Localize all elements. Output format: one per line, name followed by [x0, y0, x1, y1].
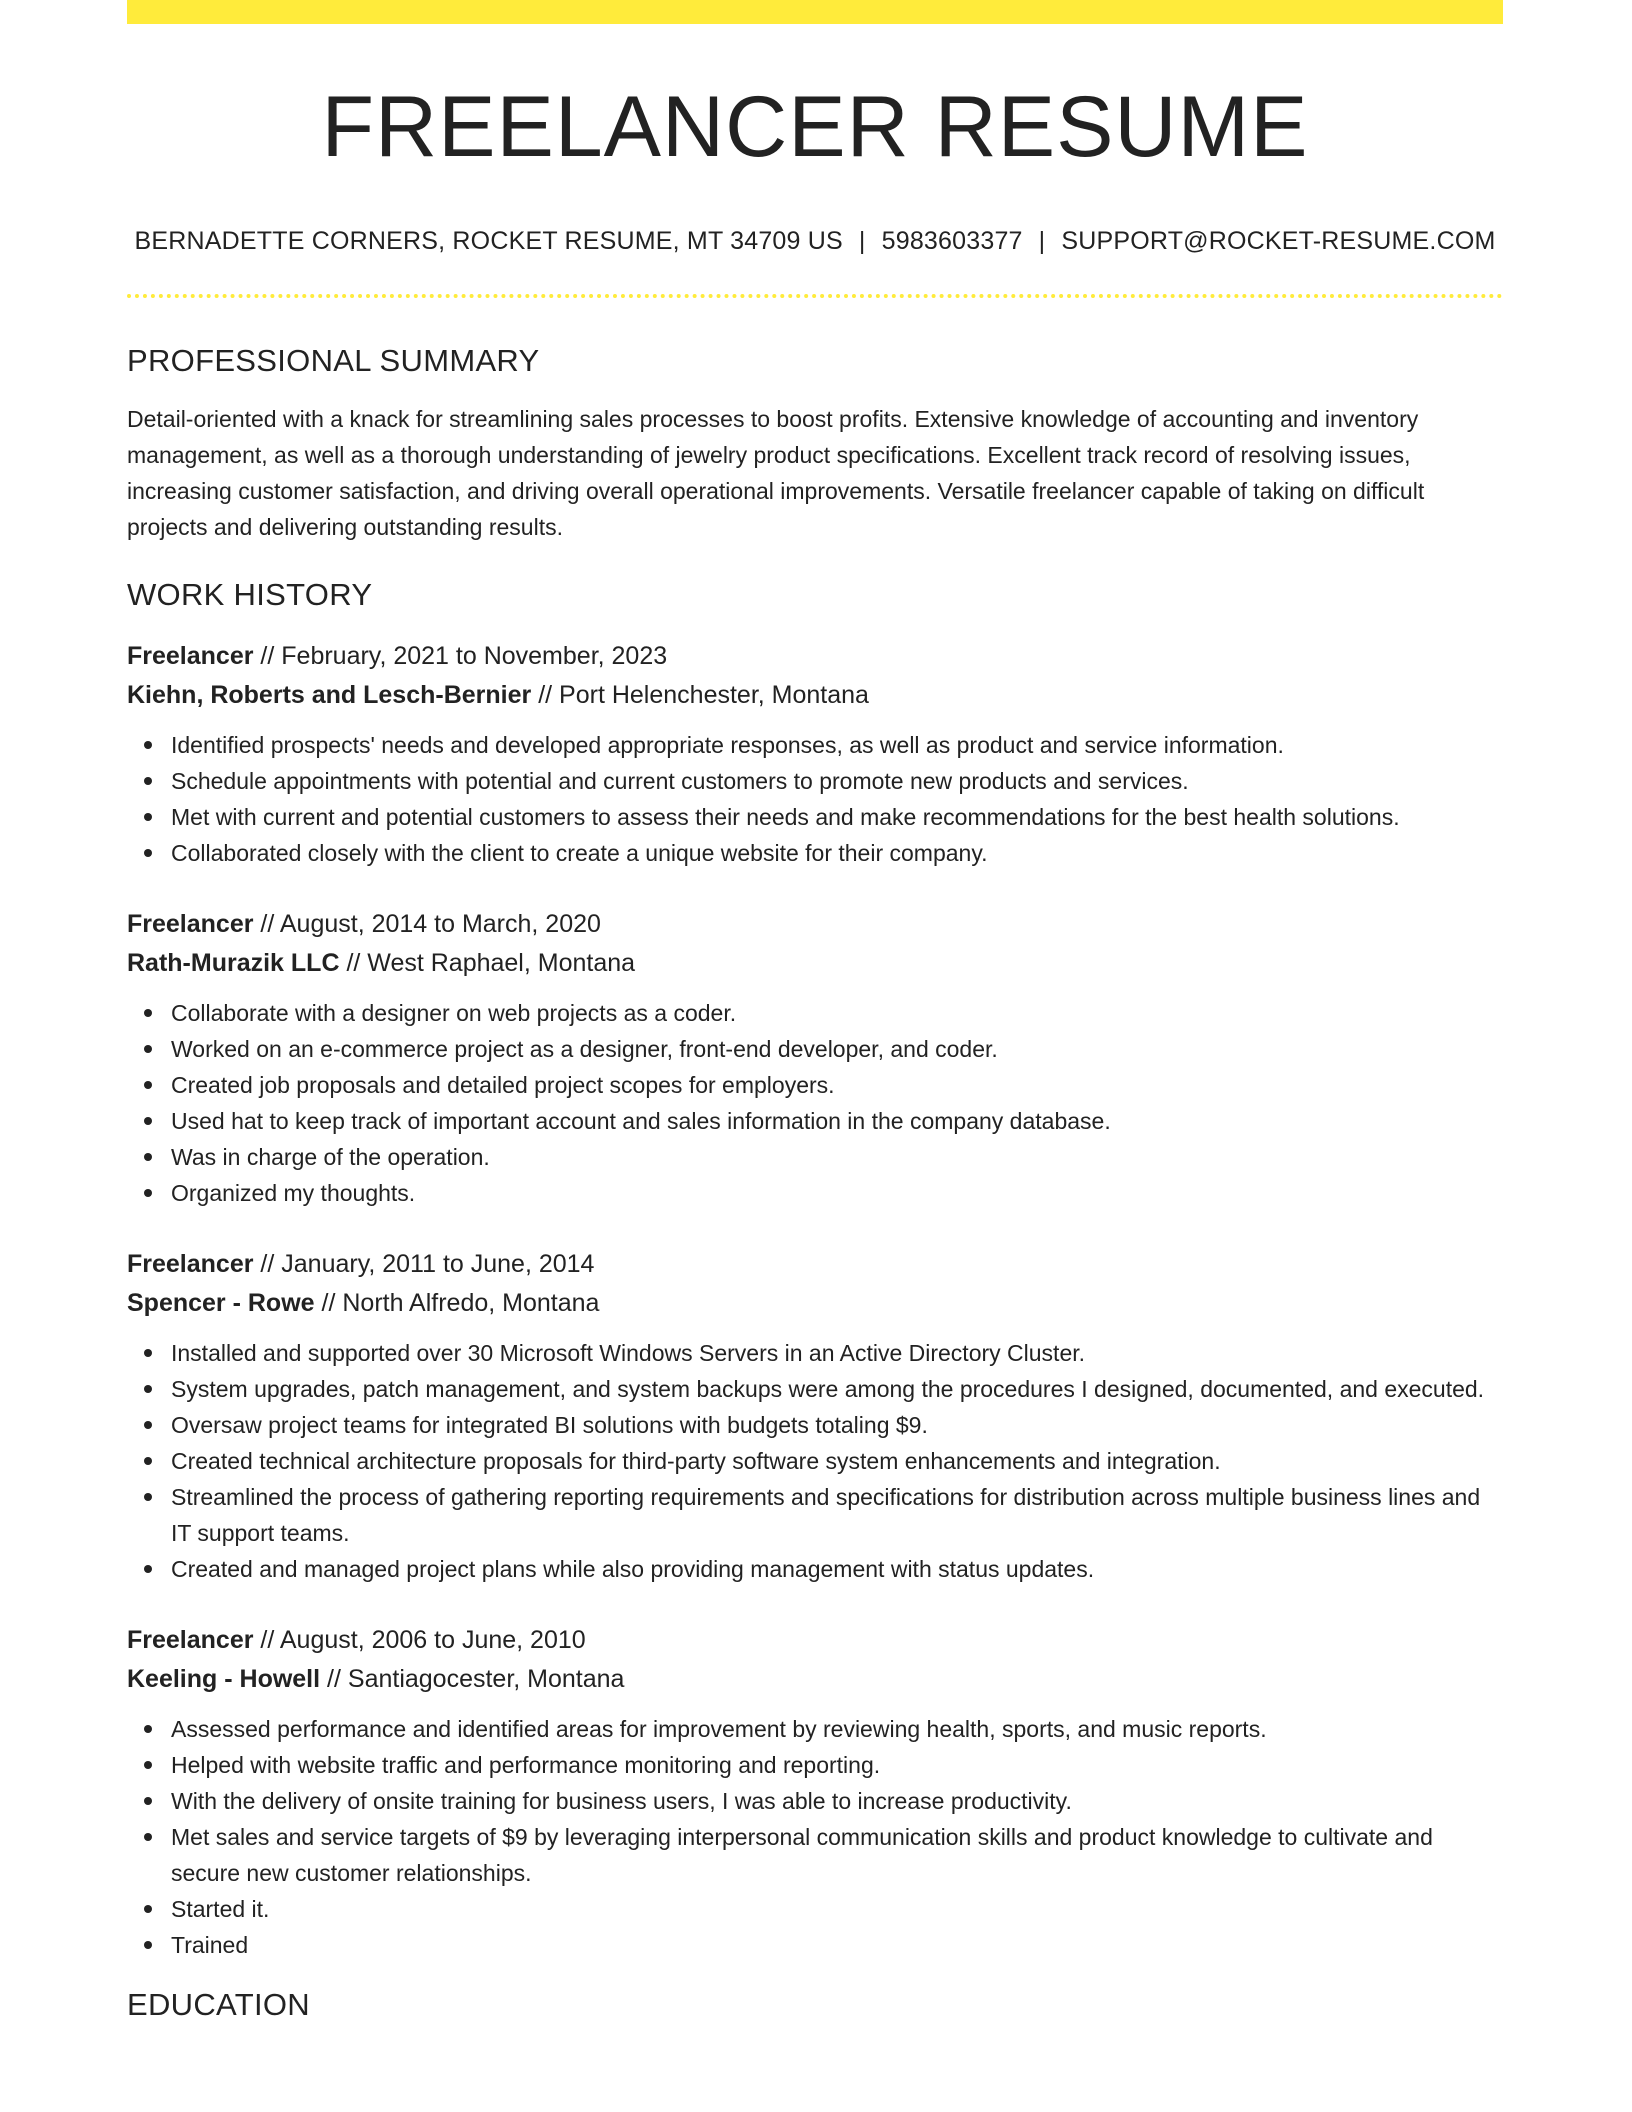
- job-company-line: [127, 676, 1503, 715]
- job-divider: //: [531, 680, 560, 709]
- dotted-divider: [127, 294, 1503, 298]
- job-bullet: Started it.: [171, 1891, 1503, 1927]
- job-bullet: Assessed performance and identified areas for improvement by reviewing health, sports, and music reports.: [171, 1711, 1503, 1747]
- job-divider: //: [253, 1249, 282, 1278]
- job-divider: //: [253, 641, 282, 670]
- job-bullet: Worked on an e-commerce project as a designer, front-end developer, and coder.: [171, 1031, 1503, 1067]
- job-bullet: Created technical architecture proposals for third-party software system enhancements and integration.: [171, 1443, 1503, 1479]
- job-bullet: System upgrades, patch management, and system backups were among the procedures I designed, documented, and executed.: [171, 1371, 1503, 1407]
- job-dates: February, 2021 to November, 2023: [281, 641, 668, 670]
- job-divider: //: [314, 1288, 343, 1317]
- job-bullet: Used hat to keep track of important account and sales information in the company database.: [171, 1103, 1503, 1139]
- job-bullet: Helped with website traffic and performance monitoring and reporting.: [171, 1747, 1503, 1783]
- work-history-list: [127, 637, 1503, 1963]
- job-entry: [127, 637, 1503, 871]
- job-bullet-list: [127, 995, 1503, 1211]
- job-entry: [127, 1621, 1503, 1963]
- job-title-line: [127, 1621, 1503, 1660]
- job-location: Santiagocester, Montana: [347, 1664, 625, 1693]
- job-bullet: Organized my thoughts.: [171, 1175, 1503, 1211]
- contact-phone: 5983603377: [881, 226, 1023, 255]
- job-location: West Raphael, Montana: [367, 948, 636, 977]
- job-bullet: Met with current and potential customers to assess their needs and make recommendations for the best health solutions.: [171, 799, 1503, 835]
- job-bullet: Trained: [171, 1927, 1503, 1963]
- job-title: Freelancer: [127, 641, 254, 670]
- job-dates: August, 2006 to June, 2010: [279, 1625, 586, 1654]
- job-title-line: [127, 1245, 1503, 1284]
- job-divider: //: [339, 948, 368, 977]
- job-divider: //: [320, 1664, 348, 1693]
- job-title: Freelancer: [127, 1625, 254, 1654]
- job-company: Keeling - Howell: [127, 1664, 321, 1693]
- job-bullet: Collaborate with a designer on web projects as a coder.: [171, 995, 1503, 1031]
- job-location: North Alfredo, Montana: [342, 1288, 600, 1317]
- job-dates: August, 2014 to March, 2020: [279, 909, 601, 938]
- job-bullet: Was in charge of the operation.: [171, 1139, 1503, 1175]
- job-bullet: Installed and supported over 30 Microsoft Windows Servers in an Active Directory Cluster.: [171, 1335, 1503, 1371]
- resume-title: FREELANCER RESUME: [321, 79, 1309, 175]
- job-bullet-list: [127, 1711, 1503, 1963]
- job-title-line: [127, 905, 1503, 944]
- contact-line: [127, 227, 1503, 256]
- contact-email: SUPPORT@ROCKET-RESUME.COM: [1061, 226, 1496, 255]
- job-entry: [127, 905, 1503, 1211]
- job-company: Kiehn, Roberts and Lesch-Bernier: [127, 680, 532, 709]
- job-title: Freelancer: [127, 1249, 254, 1278]
- contact-separator: |: [1038, 226, 1046, 255]
- job-divider: //: [253, 1625, 280, 1654]
- job-company: Spencer - Rowe: [127, 1288, 315, 1317]
- job-dates: January, 2011 to June, 2014: [281, 1249, 595, 1278]
- job-company: Rath-Murazik LLC: [127, 948, 340, 977]
- job-bullet-list: [127, 727, 1503, 871]
- job-bullet: Created job proposals and detailed project scopes for employers.: [171, 1067, 1503, 1103]
- job-bullet: Oversaw project teams for integrated BI solutions with budgets totaling $9.: [171, 1407, 1503, 1443]
- job-entry: [127, 1245, 1503, 1587]
- job-bullet: Schedule appointments with potential and current customers to promote new products and services.: [171, 763, 1503, 799]
- job-title: Freelancer: [127, 909, 254, 938]
- job-location: Port Helenchester, Montana: [559, 680, 869, 709]
- education-heading: EDUCATION: [127, 1986, 310, 2022]
- job-bullet: Streamlined the process of gathering reporting requirements and specifications for distribution across multiple business lines and IT support teams.: [171, 1479, 1503, 1551]
- contact-separator: |: [858, 226, 866, 255]
- contact-address: BERNADETTE CORNERS, ROCKET RESUME, MT 34709 US: [134, 226, 843, 255]
- job-title-line: [127, 637, 1503, 676]
- job-bullet: Created and managed project plans while also providing management with status updates.: [171, 1551, 1503, 1587]
- job-bullet-list: [127, 1335, 1503, 1587]
- job-divider: //: [253, 909, 280, 938]
- job-company-line: [127, 1284, 1503, 1323]
- job-company-line: [127, 1660, 1503, 1699]
- resume-page: [127, 0, 1503, 2023]
- summary-text: Detail-oriented with a knack for streamlining sales processes to boost profits. Extensive knowledge of accounting and inventory management, as well as a thorough understanding of jewelry product specifications. Excellent track record of resolving issues, increasing customer satisfaction, and driving overall operational improvements. Versatile freelancer capable of taking on difficult projects and delivering outstanding results.: [127, 405, 1425, 540]
- job-bullet: Collaborated closely with the client to create a unique website for their company.: [171, 835, 1503, 871]
- work-history-heading: WORK HISTORY: [127, 576, 373, 612]
- job-bullet: Identified prospects' needs and developed appropriate responses, as well as product and service information.: [171, 727, 1503, 763]
- summary-heading: PROFESSIONAL SUMMARY: [127, 342, 540, 378]
- job-company-line: [127, 944, 1503, 983]
- accent-top-bar: [127, 0, 1503, 24]
- job-bullet: With the delivery of onsite training for business users, I was able to increase productivity.: [171, 1783, 1503, 1819]
- job-bullet: Met sales and service targets of $9 by leveraging interpersonal communication skills and product knowledge to cultivate and secure new customer relationships.: [171, 1819, 1503, 1891]
